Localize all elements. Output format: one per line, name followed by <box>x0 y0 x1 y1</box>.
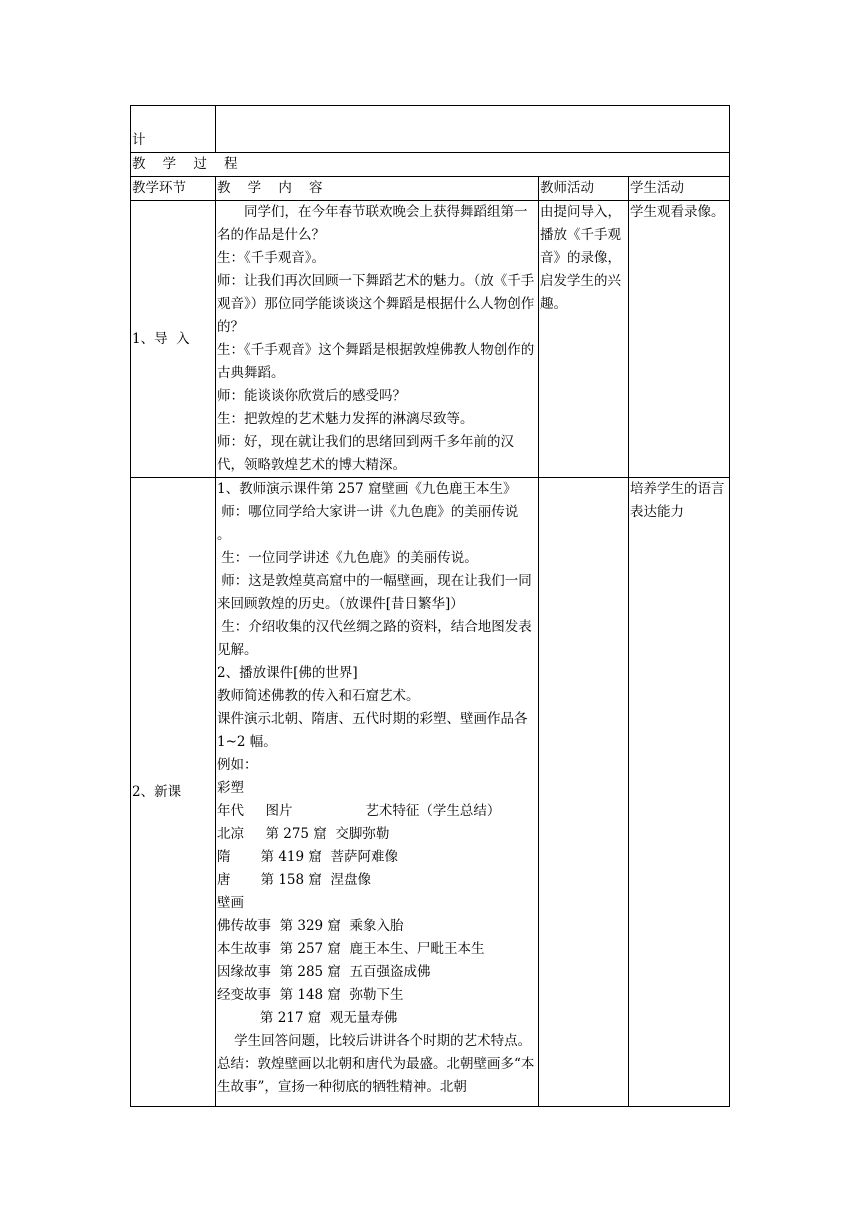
content-line: 同学们，在今年春节联欢晚会上获得舞蹈组第一名的作品是什么？ <box>217 204 528 243</box>
content-line: 隋 第 419 窟 菩萨阿难像 <box>217 849 398 865</box>
content-line: 课件演示北朝、隋唐、五代时期的彩塑、壁画作品各 1~2 幅。 <box>217 711 532 750</box>
content-line: 师：让我们再次回顾一下舞蹈艺术的魅力。（放《千手观音》）那位同学能谈谈这个舞蹈是根据什么人物创作的？ <box>217 273 535 335</box>
teacher-activity-new-lesson <box>539 478 629 1107</box>
student-activity-new-lesson: 培养学生的语言表达能力 <box>629 478 730 1107</box>
content-line: 生：一位同学讲述《九色鹿》的美丽传说。 <box>217 550 478 566</box>
teacher-activity-intro: 由提问导入，播放《千手观音》的录像，启发学生的兴趣。 <box>539 201 629 478</box>
process-heading-row <box>131 153 730 177</box>
lesson-plan-sheet <box>130 105 729 1107</box>
design-content-cell <box>216 106 730 153</box>
content-line: 生：把敦煌的艺术魅力发挥的淋漓尽致等。 <box>217 411 474 427</box>
content-new-lesson <box>216 478 539 1107</box>
content-intro <box>216 201 539 478</box>
design-label: 计 <box>131 106 216 153</box>
student-activity-intro: 学生观看录像。 <box>629 201 730 478</box>
content-line: 北凉 第 275 窟 交脚弥勒 <box>217 826 390 842</box>
column-header-student: 学生活动 <box>629 177 730 201</box>
stage-intro: 1、导 入 <box>131 201 216 478</box>
content-line: 唐 第 158 窟 涅盘像 <box>217 872 371 888</box>
table-row <box>131 201 730 478</box>
content-line: 2、播放课件[佛的世界] <box>217 665 358 681</box>
design-row <box>131 106 730 153</box>
content-line: 教师简述佛教的传入和石窟艺术。 <box>217 688 420 704</box>
column-header-teacher: 教师活动 <box>539 177 629 201</box>
content-line: 佛传故事 第 329 窟 乘象入胎 <box>217 918 404 934</box>
content-line: 彩塑 <box>217 780 244 796</box>
content-line: 经变故事 第 148 窟 弥勒下生 <box>217 987 404 1003</box>
content-line: 因缘故事 第 285 窟 五百强盗成佛 <box>217 964 431 980</box>
content-line: 本生故事 第 257 窟 鹿王本生、尸毗王本生 <box>217 941 485 957</box>
table-row <box>131 478 730 1107</box>
content-line: 学生回答问题，比较后讲讲各个时期的艺术特点。 <box>217 1033 532 1049</box>
column-header-row <box>131 177 730 201</box>
column-header-stage: 教学环节 <box>131 177 216 201</box>
content-line: 壁画 <box>217 895 244 911</box>
process-heading: 教 学 过 程 <box>131 153 730 177</box>
content-line: 生：《千手观音》这个舞蹈是根据敦煌佛教人物创作的古典舞蹈。 <box>217 342 535 381</box>
column-header-content: 教 学 内 容 <box>216 177 539 201</box>
content-line: 生：介绍收集的汉代丝绸之路的资料，结合地图发表见解。 <box>217 619 532 658</box>
stage-new-lesson: 2、新课 <box>131 478 216 1107</box>
lesson-plan-table <box>130 105 730 1107</box>
content-line: 生：《千手观音》。 <box>217 250 325 266</box>
content-line: 总结：敦煌壁画以北朝和唐代为最盛。北朝壁画多“本生故事”，宣扬一种彻底的牺牲精神。北朝 <box>217 1056 535 1095</box>
content-line: 年代 图片 艺术特征（学生总结） <box>217 803 501 819</box>
content-line: 师：好，现在就让我们的思绪回到两千多年前的汉代，领略敦煌艺术的博大精深。 <box>217 434 514 473</box>
content-line: 师：能谈谈你欣赏后的感受吗？ <box>217 388 406 404</box>
content-line: 师：哪位同学给大家讲一讲《九色鹿》的美丽传说 。 <box>217 504 527 543</box>
content-line: 第 217 窟 观无量寿佛 <box>217 1010 398 1026</box>
content-line: 师：这是敦煌莫高窟中的一幅壁画，现在让我们一同来回顾敦煌的历史。（放课件[昔日繁华]） <box>217 573 532 612</box>
content-line: 1、教师演示课件第 257 窟壁画《九色鹿王本生》 <box>217 481 517 497</box>
content-line: 例如： <box>217 757 258 773</box>
